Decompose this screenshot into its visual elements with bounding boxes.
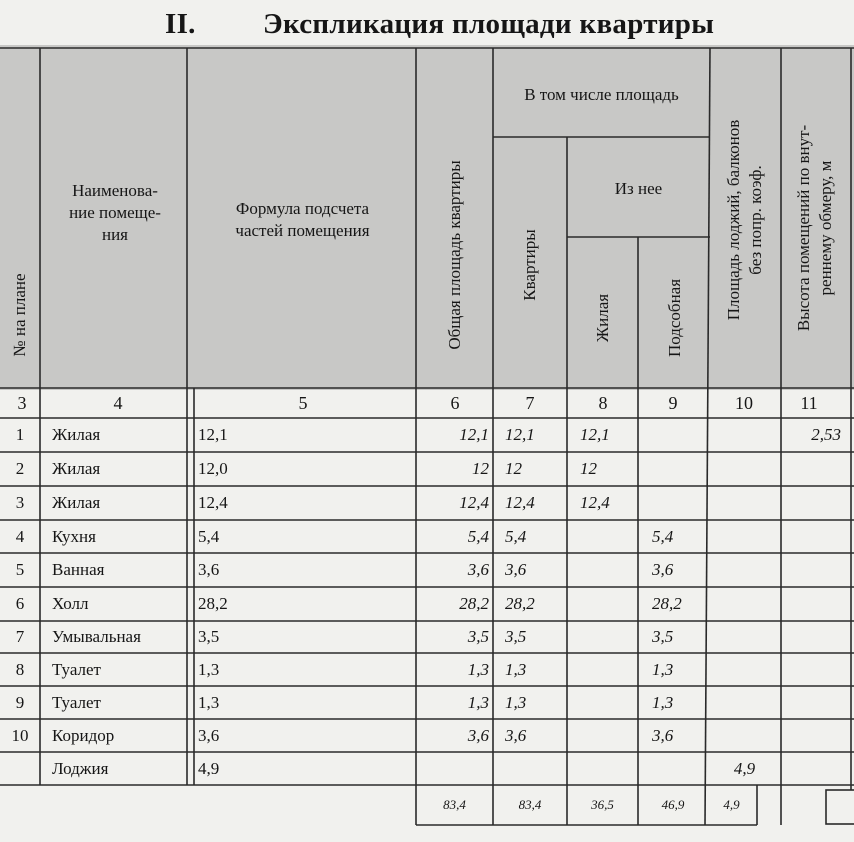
total-apartment-sum: 83,4 bbox=[518, 797, 542, 812]
header-room-name-line: Наименова- bbox=[72, 181, 158, 200]
cell-aux: 5,4 bbox=[652, 527, 674, 546]
cell-living: 12 bbox=[580, 459, 597, 478]
header-apartment: Квартиры bbox=[520, 229, 539, 301]
column-number: 3 bbox=[17, 393, 27, 413]
cell-no: 7 bbox=[15, 627, 25, 646]
column-number: 11 bbox=[800, 393, 818, 413]
cell-total: 28,2 bbox=[459, 594, 489, 613]
cell-apt: 3,6 bbox=[505, 560, 527, 579]
cell-living: 12,4 bbox=[580, 493, 610, 512]
column-number: 8 bbox=[598, 393, 608, 413]
cell-formula: 12,0 bbox=[198, 459, 228, 478]
cell-no: 8 bbox=[15, 660, 25, 679]
cell-aux: 1,3 bbox=[652, 693, 674, 712]
column-number: 6 bbox=[450, 393, 460, 413]
cell-formula: 1,3 bbox=[198, 660, 220, 679]
header-of-which: Из нее bbox=[614, 179, 663, 198]
cell-name: Лоджия bbox=[52, 759, 109, 778]
cell-total: 12,1 bbox=[459, 425, 489, 444]
cell-name: Жилая bbox=[52, 459, 101, 478]
header-formula-line: Формула подсчета bbox=[235, 199, 370, 218]
cell-apt: 5,4 bbox=[505, 527, 527, 546]
cell-no: 6 bbox=[15, 594, 25, 613]
header-living: Жилая bbox=[593, 293, 612, 343]
cell-no: 2 bbox=[15, 459, 25, 478]
cell-name: Туалет bbox=[52, 693, 101, 712]
cell-aux: 28,2 bbox=[652, 594, 682, 613]
cell-total: 12,4 bbox=[459, 493, 489, 512]
header-plan-number: № на плане bbox=[10, 273, 29, 357]
cell-formula: 12,4 bbox=[198, 493, 228, 512]
cell-formula: 3,6 bbox=[198, 560, 220, 579]
cell-apt: 3,5 bbox=[505, 627, 527, 646]
header-loggia-line: Площадь лоджий, балконов bbox=[724, 119, 743, 321]
cell-apt: 28,2 bbox=[505, 594, 535, 613]
cell-no: 9 bbox=[15, 693, 25, 712]
header-height-line: реннему обмеру, м bbox=[816, 160, 835, 296]
cell-apt: 1,3 bbox=[505, 693, 527, 712]
cell-name: Жилая bbox=[52, 425, 101, 444]
cell-formula: 3,5 bbox=[198, 627, 220, 646]
section-number: II. bbox=[165, 8, 196, 40]
total-area-sum: 83,4 bbox=[443, 797, 466, 812]
header-height-line: Высота помещений по внут- bbox=[794, 124, 813, 332]
cell-name: Коридор bbox=[52, 726, 115, 745]
header-formula bbox=[195, 198, 410, 242]
cell-no: 10 bbox=[11, 726, 29, 745]
total-auxiliary-sum: 46,9 bbox=[661, 797, 685, 812]
cell-apt: 12 bbox=[505, 459, 522, 478]
cell-name: Кухня bbox=[52, 527, 96, 546]
column-number: 5 bbox=[298, 393, 308, 413]
column-number: 9 bbox=[668, 393, 678, 413]
cell-total: 3,6 bbox=[467, 560, 489, 579]
cell-no: 3 bbox=[15, 493, 25, 512]
header-height bbox=[793, 125, 837, 331]
header-room-name-line: ние помеще- bbox=[69, 203, 161, 222]
total-living-sum: 36,5 bbox=[591, 797, 614, 812]
cell-name: Холл bbox=[52, 594, 89, 613]
header-including: В том числе площадь bbox=[524, 85, 679, 104]
header-loggia-line: без попр. коэф. bbox=[746, 165, 765, 275]
column-number: 10 bbox=[735, 393, 753, 413]
cell-no: 4 bbox=[15, 527, 25, 546]
cell-name: Жилая bbox=[52, 493, 101, 512]
cell-apt: 1,3 bbox=[505, 660, 527, 679]
header-formula-line: частей помещения bbox=[235, 221, 370, 240]
cell-total: 3,5 bbox=[467, 627, 489, 646]
cell-living: 12,1 bbox=[580, 425, 610, 444]
cell-formula: 1,3 bbox=[198, 693, 220, 712]
cell-total: 3,6 bbox=[467, 726, 489, 745]
column-number: 4 bbox=[113, 393, 123, 413]
header-total-area: Общая площадь квартиры bbox=[445, 160, 464, 350]
cell-name: Ванная bbox=[52, 560, 105, 579]
cell-name: Туалет bbox=[52, 660, 101, 679]
cell-total: 12 bbox=[472, 459, 489, 478]
column-number: 7 bbox=[525, 393, 535, 413]
cell-aux: 3,5 bbox=[652, 627, 674, 646]
cell-formula: 28,2 bbox=[198, 594, 228, 613]
cell-apt: 12,4 bbox=[505, 493, 535, 512]
cell-formula: 3,6 bbox=[198, 726, 220, 745]
cell-formula: 12,1 bbox=[198, 425, 228, 444]
header-loggia-area bbox=[723, 120, 767, 320]
cell-no: 1 bbox=[15, 425, 25, 444]
cell-no: 5 bbox=[15, 560, 25, 579]
cell-loggia: 4,9 bbox=[733, 759, 756, 778]
cell-aux: 3,6 bbox=[652, 560, 674, 579]
title-text: Экспликация площади квартиры bbox=[263, 8, 715, 40]
header-room-name bbox=[45, 180, 185, 246]
cell-aux: 3,6 bbox=[652, 726, 674, 745]
cell-total: 5,4 bbox=[467, 527, 489, 546]
cell-formula: 5,4 bbox=[198, 527, 220, 546]
header-auxiliary: Подсобная bbox=[665, 278, 684, 358]
cell-name: Умывальная bbox=[52, 627, 141, 646]
cell-apt: 12,1 bbox=[505, 425, 535, 444]
cell-apt: 3,6 bbox=[505, 726, 527, 745]
cell-total: 1,3 bbox=[467, 693, 489, 712]
cell-aux: 1,3 bbox=[652, 660, 674, 679]
cell-formula: 4,9 bbox=[198, 759, 220, 778]
total-loggia-sum: 4,9 bbox=[723, 797, 740, 812]
header-room-name-line: ния bbox=[101, 225, 128, 244]
cell-height: 2,53 bbox=[811, 425, 841, 444]
cell-total: 1,3 bbox=[467, 660, 489, 679]
